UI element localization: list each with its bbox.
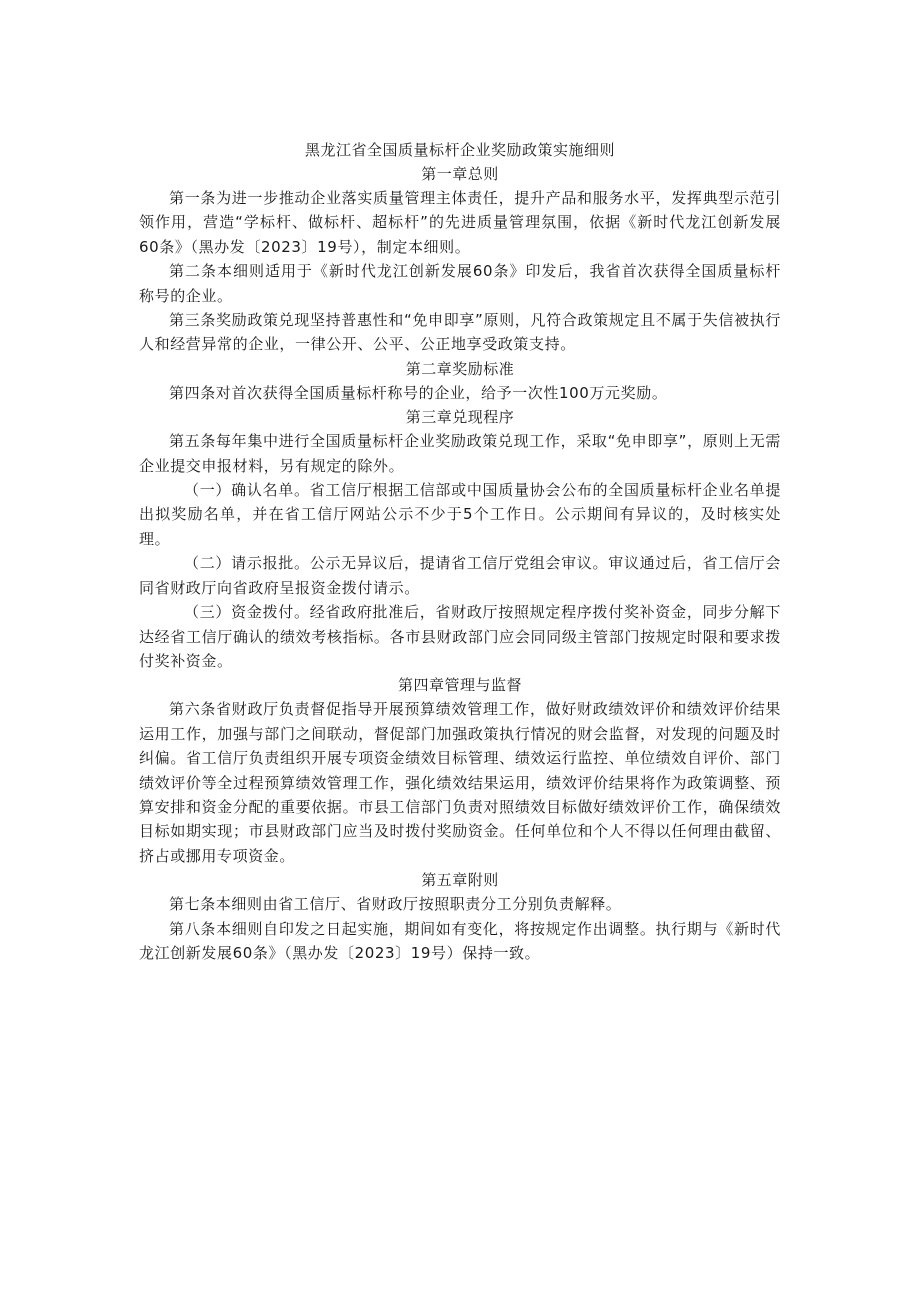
article-7: 第七条本细则由省工信厅、省财政厅按照职责分工分别负责解释。 [169, 895, 622, 914]
article-1: 第一条为进一步推动企业落实质量管理主体责任，提升产品和服务水平，发挥典型示范引领作用，营造“学标杆、做标杆、超标杆”的先进质量管理氛围，依据《新时代龙江创新发展60条》（黑办发〔2023〕19号），制定本细则。 [139, 189, 781, 256]
chapter-heading-2: 第二章奖励标准 [405, 359, 515, 378]
article-5-item-2: （二）请示报批。公示无异议后，提请省工信厅党组会审议。审议通过后，省工信厅会同省财政厅向省政府呈报资金拨付请示。 [139, 554, 781, 597]
chapter-heading-3: 第三章兑现程序 [405, 408, 515, 427]
document-page [139, 138, 781, 965]
article-2: 第二条本细则适用于《新时代龙江创新发展60条》印发后，我省首次获得全国质量标杆称号的企业。 [139, 262, 781, 305]
article-5: 第五条每年集中进行全国质量标杆企业奖励政策兑现工作，采取“免申即享”，原则上无需企业提交申报材料，另有规定的除外。 [139, 432, 781, 475]
chapter-heading-4: 第四章管理与监督 [397, 676, 522, 695]
article-5-item-1: （一）确认名单。省工信厅根据工信部或中国质量协会公布的全国质量标杆企业名单提出拟奖励名单，并在省工信厅网站公示不少于5个工作日。公示期间有异议的，及时核实处理。 [139, 481, 781, 548]
chapter-heading-1: 第一章总则 [421, 165, 499, 183]
document-title: 黑龙江省全国质量标杆企业奖励政策实施细则 [304, 141, 615, 159]
chapter-heading-5: 第五章附则 [421, 871, 499, 890]
article-4: 第四条对首次获得全国质量标杆称号的企业，给予一次性100万元奖励。 [169, 383, 668, 402]
article-8: 第八条本细则自印发之日起实施，期间如有变化，将按规定作出调整。执行期与《新时代龙江创新发展60条》（黑办发〔2023〕19号）保持一致。 [139, 919, 781, 962]
article-6: 第六条省财政厅负责督促指导开展预算绩效管理工作，做好财政绩效评价和绩效评价结果运用工作，加强与部门之间联动，督促部门加强政策执行情况的财会监督，对发现的问题及时纠偏。省工信厅负责组织开展专项资金绩效目标管理、绩效运行监控、单位绩效自评价、部门绩效评价等全过程预算绩效管理工作，强化绩效结果运用，绩效评价结果将作为政策调整、预算安排和资金分配的重要依据。市县工信部门负责对照绩效目标做好绩效评价工作，确保绩效目标如期实现；市县财政部门应当及时拨付奖励资金。任何单位和个人不得以任何理由截留、挤占或挪用专项资金。 [139, 700, 781, 865]
article-5-item-3: （三）资金拨付。经省政府批准后，省财政厅按照规定程序拨付奖补资金，同步分解下达经省工信厅确认的绩效考核指标。各市县财政部门应会同同级主管部门按规定时限和要求拨付奖补资金。 [139, 603, 781, 670]
article-3: 第三条奖励政策兑现坚持普惠性和“免申即享”原则，凡符合政策规定且不属于失信被执行人和经营异常的企业，一律公开、公平、公正地享受政策支持。 [139, 311, 781, 354]
